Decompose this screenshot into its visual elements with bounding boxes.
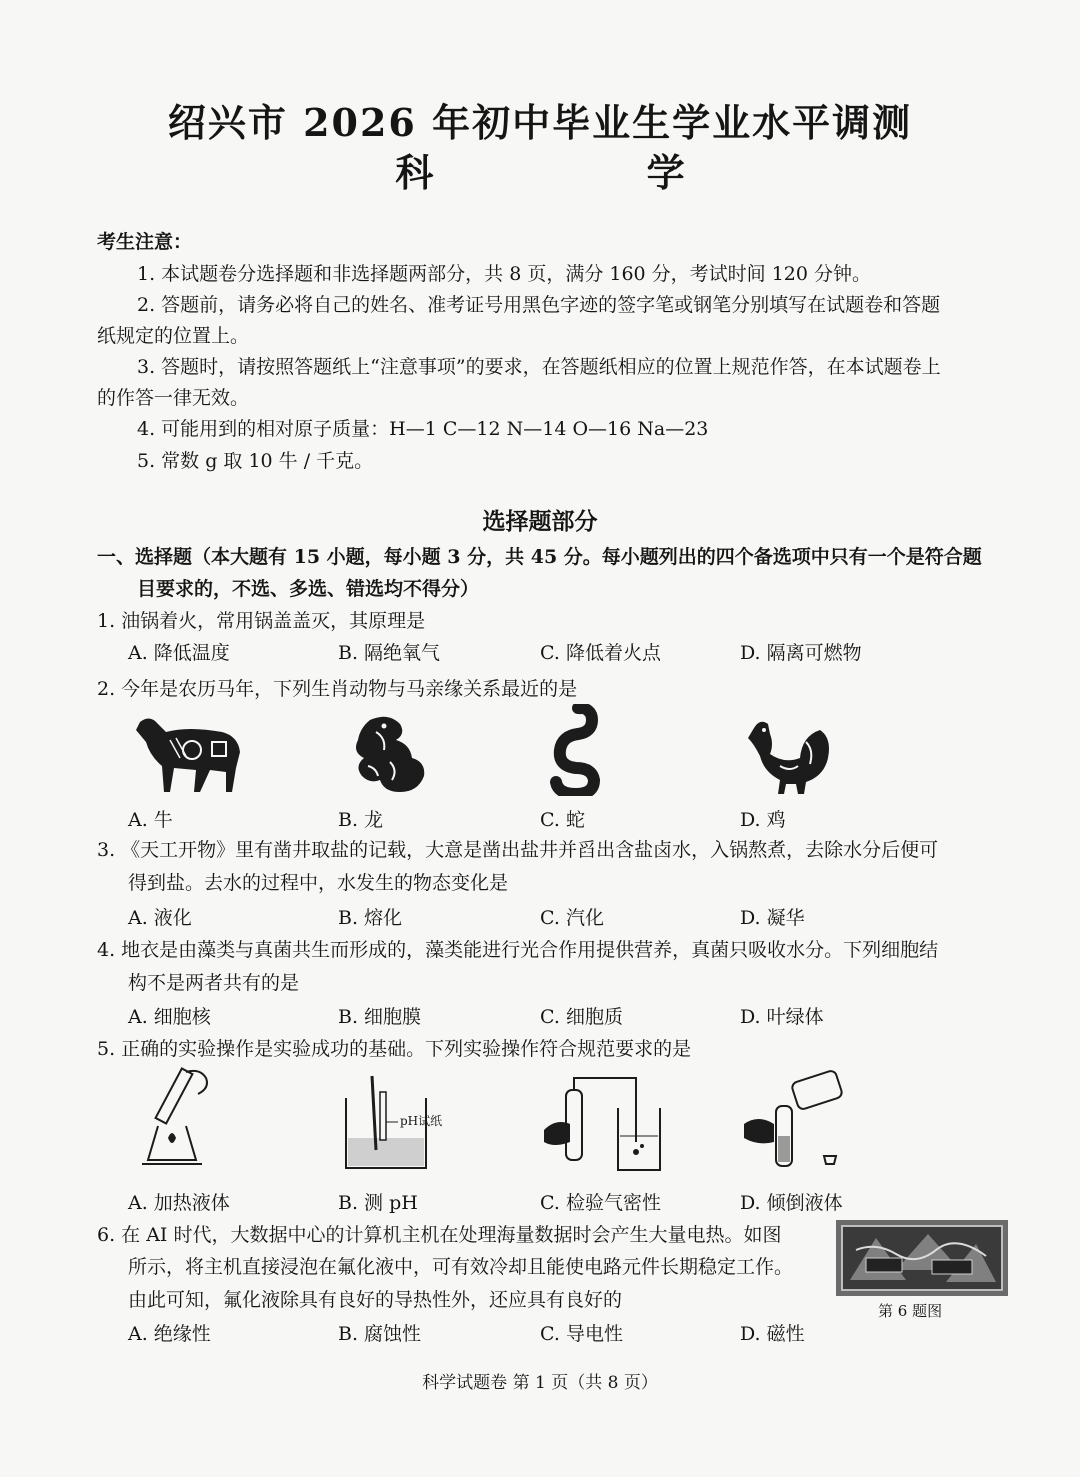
q3-option-b: B. 熔化 (338, 907, 403, 929)
ph-paper-label: pH试纸 (400, 1114, 443, 1128)
q5-option-a: A. 加热液体 (128, 1192, 230, 1214)
ox-papercut-image (130, 710, 250, 796)
dragon-papercut-image (340, 710, 440, 800)
q3-stem-cont: 得到盐。去水的过程中，水发生的物态变化是 (128, 872, 509, 894)
q6-figure-caption: 第 6 题图 (878, 1302, 943, 1320)
q3-option-d: D. 凝华 (740, 907, 805, 929)
q5-option-b: B. 测 pH (338, 1192, 418, 1214)
notice-item-2: 2. 答题前，请务必将自己的姓名、准考证号用黑色字迹的签字笔或钢笔分别填写在试题卷和答题 (137, 294, 941, 316)
rooster-papercut-image (740, 714, 834, 798)
airtightness-check-illustration (540, 1072, 670, 1176)
heating-liquid-illustration (128, 1064, 218, 1174)
q1-option-a: A. 降低温度 (128, 642, 230, 664)
q4-option-a: A. 细胞核 (128, 1006, 211, 1028)
q2-option-d: D. 鸡 (740, 809, 786, 831)
immersion-cooling-photo (836, 1220, 1008, 1296)
q5-option-c: C. 检验气密性 (540, 1192, 661, 1214)
q6-option-c: C. 导电性 (540, 1323, 623, 1345)
page-footer: 科学试题卷 第 1 页（共 8 页） (422, 1373, 658, 1393)
notice-item-2-cont: 纸规定的位置上。 (97, 325, 250, 347)
q2-option-b: B. 龙 (338, 809, 384, 831)
q5-option-d: D. 倾倒液体 (740, 1192, 843, 1214)
q1-stem: 1. 油锅着火，常用锅盖盖灭，其原理是 (97, 610, 426, 632)
q6-option-a: A. 绝缘性 (128, 1323, 211, 1345)
notice-item-5: 5. 常数 g 取 10 牛 / 千克。 (137, 450, 374, 472)
part1-instruction-cont: 目要求的，不选、多选、错选均不得分） (137, 578, 480, 600)
snake-papercut-image (548, 704, 608, 796)
q6-option-d: D. 磁性 (740, 1323, 805, 1345)
q5-stem: 5. 正确的实验操作是实验成功的基础。下列实验操作符合规范要求的是 (97, 1038, 692, 1060)
q2-stem: 2. 今年是农历马年，下列生肖动物与马亲缘关系最近的是 (97, 678, 578, 700)
q6-option-b: B. 腐蚀性 (338, 1323, 422, 1345)
q3-option-a: A. 液化 (128, 907, 192, 929)
q6-stem: 6. 在 AI 时代，大数据中心的计算机主机在处理海量数据时会产生大量电热。如图 (97, 1224, 782, 1246)
q6-stem-cont-2: 由此可知，氟化液除具有良好的导热性外，还应具有良好的 (128, 1289, 623, 1311)
part1-instruction: 一、选择题（本大题有 15 小题，每小题 3 分，共 45 分。每小题列出的四个备选项中只有一个是符合题 (97, 546, 982, 568)
notice-item-3: 3. 答题时，请按照答题纸上“注意事项”的要求，在答题纸相应的位置上规范作答，在本试题卷上 (137, 356, 941, 378)
pouring-liquid-illustration (742, 1066, 852, 1174)
q4-option-c: C. 细胞质 (540, 1006, 623, 1028)
q2-option-c: C. 蛇 (540, 809, 585, 831)
section-title: 选择题部分 (482, 508, 598, 535)
notice-heading: 考生注意： (97, 231, 193, 253)
notice-item-1: 1. 本试题卷分选择题和非选择题两部分，共 8 页，满分 160 分，考试时间 120 分钟。 (137, 263, 872, 285)
notice-item-3-cont: 的作答一律无效。 (97, 387, 250, 409)
q3-option-c: C. 汽化 (540, 907, 604, 929)
q1-option-c: C. 降低着火点 (540, 642, 661, 664)
subject-title: 科 学 (395, 150, 755, 195)
q4-option-d: D. 叶绿体 (740, 1006, 824, 1028)
q4-stem: 4. 地衣是由藻类与真菌共生而形成的，藻类能进行光合作用提供营养，真菌只吸收水分。下列细胞结 (97, 939, 939, 961)
q1-option-b: B. 隔绝氧气 (338, 642, 441, 664)
q4-stem-cont: 构不是两者共有的是 (128, 972, 300, 994)
q1-option-d: D. 隔离可燃物 (740, 642, 862, 664)
q3-stem: 3. 《天工开物》里有凿井取盐的记载，大意是凿出盐井并舀出含盐卤水，入锅熬煮，去除水分后便可 (97, 839, 939, 861)
q2-option-a: A. 牛 (128, 809, 173, 831)
notice-item-4: 4. 可能用到的相对原子质量：H—1 C—12 N—14 O—16 Na—23 (137, 418, 709, 440)
q6-stem-cont-1: 所示，将主机直接浸泡在氟化液中，可有效冷却且能使电路元件长期稳定工作。 (128, 1256, 794, 1278)
exam-title: 绍兴市 2026 年初中毕业生学业水平调测 (167, 100, 913, 145)
q4-option-b: B. 细胞膜 (338, 1006, 422, 1028)
